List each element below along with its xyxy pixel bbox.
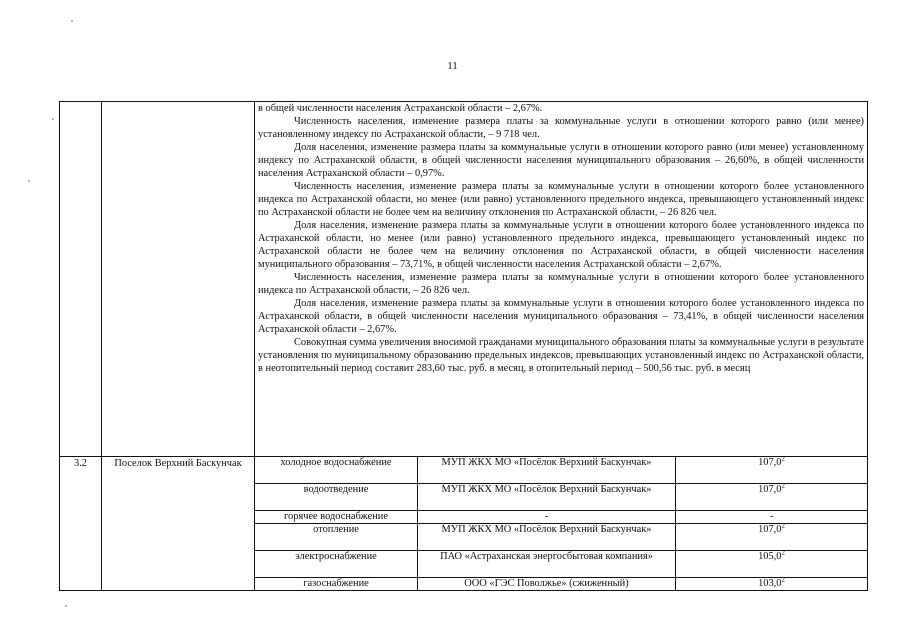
tariff-table: [59, 101, 868, 591]
paragraph: Доля населения, изменение размера платы за коммунальные услуги в отношении которого равно (или менее) установленному индексу по Астраханской области, в общей численности населения муниципального образования – 26,60%, в общей численности населения Астраханской области – 0,97%.: [258, 142, 865, 179]
paragraph: Численность населения, изменение размера платы за коммунальные услуги в отношении которого более установленного индекса по Астраханской области, но менее (или равно) установленного предельного индекса, превышающего установленный индекс по Астраханской области не более чем на величину отклонения по Астраханской области, – 26 826 чел.: [258, 181, 865, 218]
index-value: [676, 524, 868, 551]
service-name: электроснабжение: [255, 551, 418, 578]
scan-speck: [71, 20, 73, 22]
paragraph: Численность населения, изменение размера платы за коммунальные услуги в отношении которого более установленного индекса по Астраханской области, – 26 826 чел.: [258, 272, 865, 296]
row-number-cell: [60, 102, 102, 457]
index-value: [676, 551, 868, 578]
footnote-mark: 2: [781, 577, 785, 584]
index-number: -: [769, 511, 774, 522]
service-name: отопление: [255, 524, 418, 551]
footnote-mark: 2: [781, 523, 785, 530]
index-value: [676, 578, 868, 591]
paragraph: Доля населения, изменение размера платы за коммунальные услуги в отношении которого более установленного индекса по Астраханской области, в общей численности населения муниципального образования – 73,41%, в общей численности населения Астраханской области – 2,67%.: [258, 298, 865, 335]
provider-name: ООО «ГЭС Поволжье» (сжиженный): [418, 578, 676, 591]
footnote-mark: 2: [781, 550, 785, 557]
index-number: 103,0: [758, 578, 782, 589]
index-number: 107,0: [758, 524, 782, 535]
footnote-mark: 2: [781, 483, 785, 490]
table-row: [60, 457, 868, 484]
municipality-name: Поселок Верхний Баскунчак: [102, 457, 255, 591]
scan-speck: [65, 605, 67, 607]
description-cell: [255, 102, 868, 457]
paragraph: в общей численности населения Астраханской области – 2,67%.: [258, 103, 543, 114]
index-number: 107,0: [758, 457, 782, 468]
provider-name: -: [418, 511, 676, 524]
index-value: [676, 511, 868, 524]
paragraph: Численность населения, изменение размера платы за коммунальные услуги в отношении которого равно (или менее) установленному индексу по Астраханской области, – 9 718 чел.: [258, 116, 865, 140]
index-number: 107,0: [758, 484, 782, 495]
page-number: 11: [447, 60, 458, 72]
provider-name: МУП ЖКХ МО «Посёлок Верхний Баскунчак»: [418, 484, 676, 511]
footnote-mark: 2: [781, 456, 785, 463]
index-value: [676, 484, 868, 511]
provider-name: МУП ЖКХ МО «Посёлок Верхний Баскунчак»: [418, 457, 676, 484]
municipality-cell: [102, 102, 255, 457]
service-name: газоснабжение: [255, 578, 418, 591]
provider-name: МУП ЖКХ МО «Посёлок Верхний Баскунчак»: [418, 524, 676, 551]
paragraph: Совокупная сумма увеличения вносимой гражданами муниципального образования платы за коммунальные услуги в результате установления по муниципальному образованию предельных индексов, превышающих установленный индекс по Астраханской области, в неотопительный период составит 283,60 тыс. руб. в месяц, в отопительный период – 500,56 тыс. руб. в месяц: [258, 337, 865, 374]
index-value: [676, 457, 868, 484]
service-name: горячее водоснабжение: [255, 511, 418, 524]
service-name: водоотведение: [255, 484, 418, 511]
provider-name: ПАО «Астраханская энергосбытовая компания»: [418, 551, 676, 578]
service-name: холодное водоснабжение: [255, 457, 418, 484]
index-number: 105,0: [758, 551, 782, 562]
scan-speck: [52, 118, 54, 120]
row-number: 3.2: [60, 457, 102, 591]
table-row-3-1: [60, 102, 868, 457]
paragraph: Доля населения, изменение размера платы за коммунальные услуги в отношении которого более установленного индекса по Астраханской области, но менее (или равно) установленного предельного индекса, превышающего установленный индекс по Астраханской области не более чем на величину отклонения по Астраханской области, в общей численности населения муниципального образования – 73,71%, в общей численности населения Астраханской области – 2,67%.: [258, 220, 865, 270]
scan-speck: [28, 180, 30, 182]
